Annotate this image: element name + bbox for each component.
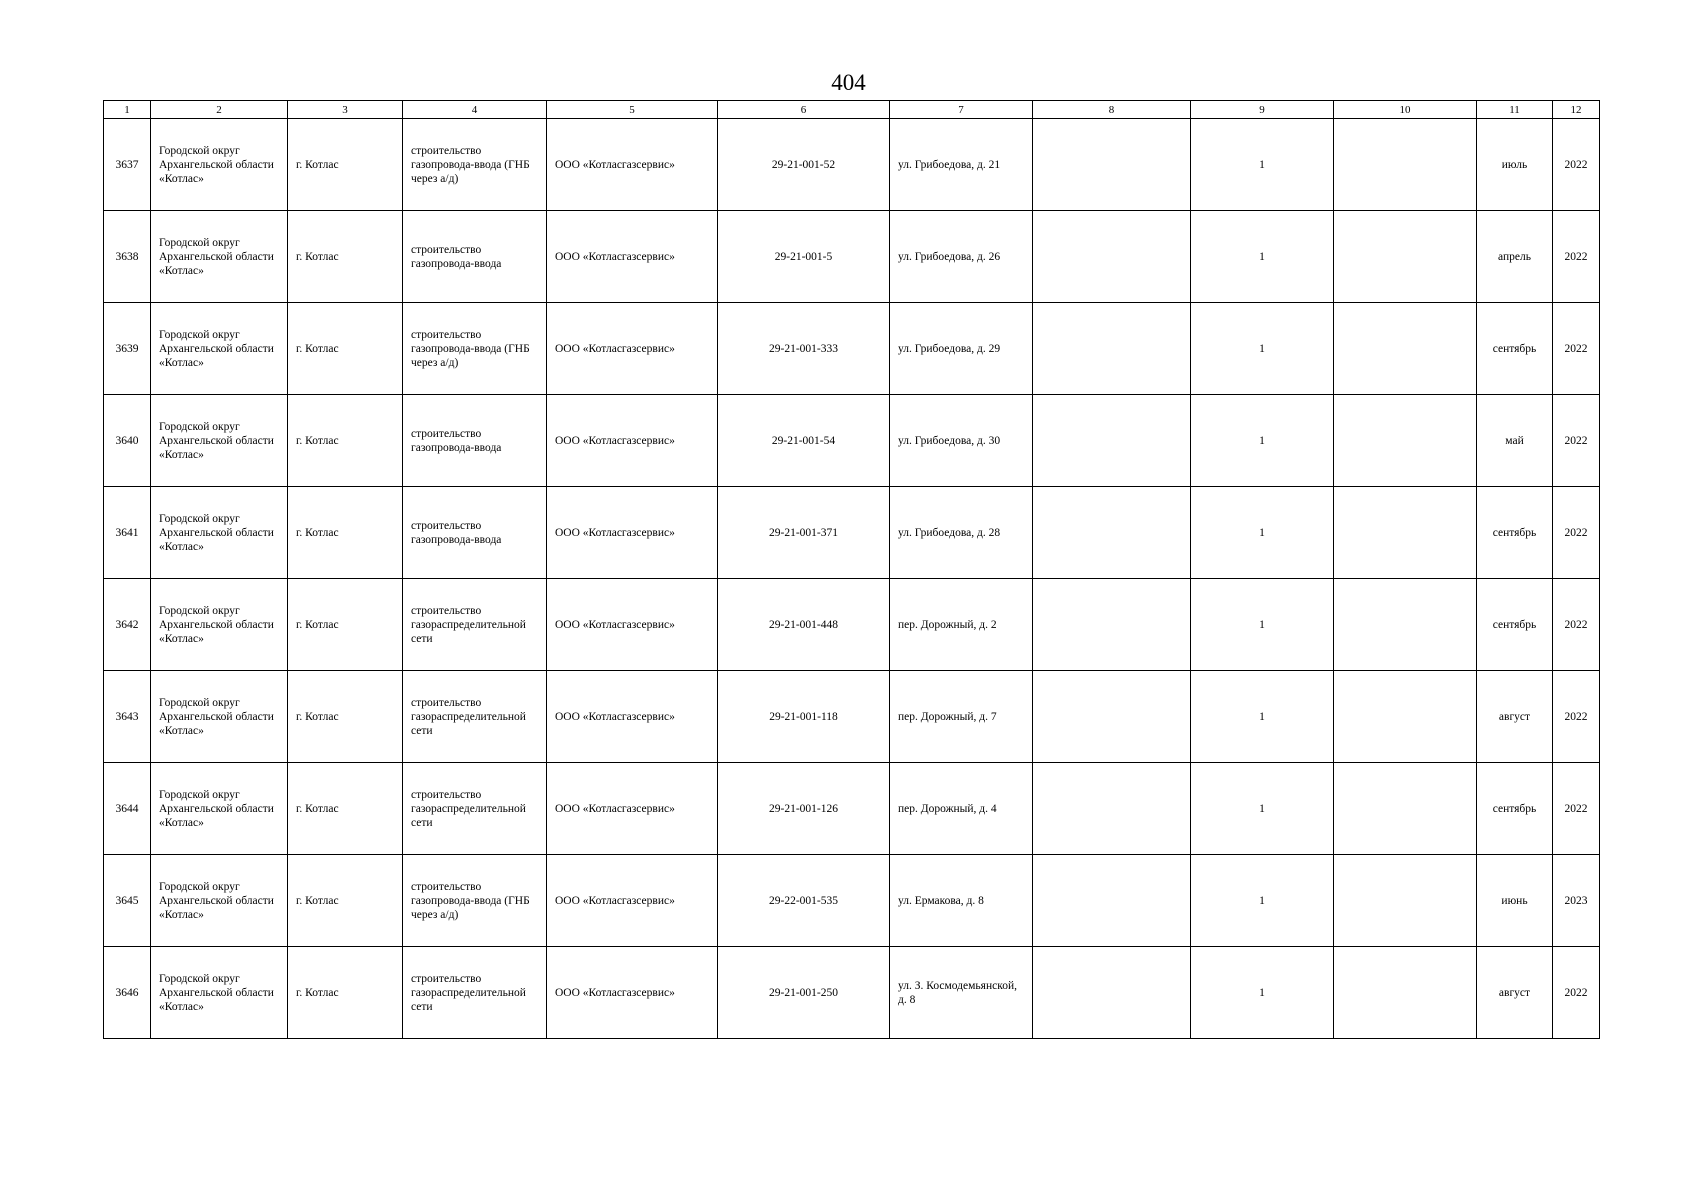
year-cell: 2022 [1553,211,1600,303]
municipality-cell: Городской округ Архангельской области «Котлас» [151,395,288,487]
column-number-12: 12 [1553,101,1600,119]
column-number-7: 7 [890,101,1033,119]
page-number: 404 [831,70,866,95]
address-cell: пер. Дорожный, д. 4 [890,763,1033,855]
year-cell: 2022 [1553,671,1600,763]
work-type-cell: строительство газораспределительной сети [403,579,547,671]
table-row [104,395,1600,487]
organization-cell: ООО «Котласгазсервис» [547,579,718,671]
register-table [103,100,1600,1039]
column-8-cell [1033,303,1191,395]
work-type-cell: строительство газопровода-ввода (ГНБ через а/д) [403,119,547,211]
work-type-cell: строительство газопровода-ввода [403,487,547,579]
table-row [104,579,1600,671]
table-header [104,101,1600,119]
year-cell: 2023 [1553,855,1600,947]
table-row [104,763,1600,855]
organization-cell: ООО «Котласгазсервис» [547,119,718,211]
year-cell: 2022 [1553,303,1600,395]
column-10-cell [1334,487,1477,579]
address-cell: пер. Дорожный, д. 7 [890,671,1033,763]
column-10-cell [1334,763,1477,855]
cadastral-number-cell: 29-21-001-371 [718,487,890,579]
quantity-cell: 1 [1191,303,1334,395]
month-cell: сентябрь [1477,763,1553,855]
settlement-cell: г. Котлас [288,303,403,395]
row-number: 3644 [104,763,151,855]
cadastral-number-cell: 29-21-001-54 [718,395,890,487]
quantity-cell: 1 [1191,211,1334,303]
column-8-cell [1033,487,1191,579]
row-number: 3645 [104,855,151,947]
column-number-9: 9 [1191,101,1334,119]
column-8-cell [1033,763,1191,855]
column-10-cell [1334,211,1477,303]
month-cell: август [1477,671,1553,763]
cadastral-number-cell: 29-21-001-448 [718,579,890,671]
table-row [104,119,1600,211]
column-number-8: 8 [1033,101,1191,119]
row-number: 3637 [104,119,151,211]
column-8-cell [1033,119,1191,211]
address-cell: ул. З. Космодемьянской, д. 8 [890,947,1033,1039]
settlement-cell: г. Котлас [288,947,403,1039]
municipality-cell: Городской округ Архангельской области «Котлас» [151,763,288,855]
column-number-6: 6 [718,101,890,119]
month-cell: август [1477,947,1553,1039]
table-row [104,855,1600,947]
cadastral-number-cell: 29-21-001-250 [718,947,890,1039]
column-number-5: 5 [547,101,718,119]
row-number: 3638 [104,211,151,303]
column-number-1: 1 [104,101,151,119]
work-type-cell: строительство газораспределительной сети [403,763,547,855]
year-cell: 2022 [1553,487,1600,579]
organization-cell: ООО «Котласгазсервис» [547,855,718,947]
quantity-cell: 1 [1191,671,1334,763]
month-cell: май [1477,395,1553,487]
organization-cell: ООО «Котласгазсервис» [547,303,718,395]
settlement-cell: г. Котлас [288,487,403,579]
column-8-cell [1033,211,1191,303]
row-number: 3643 [104,671,151,763]
cadastral-number-cell: 29-22-001-535 [718,855,890,947]
settlement-cell: г. Котлас [288,579,403,671]
year-cell: 2022 [1553,119,1600,211]
table-row [104,671,1600,763]
cadastral-number-cell: 29-21-001-52 [718,119,890,211]
organization-cell: ООО «Котласгазсервис» [547,395,718,487]
column-8-cell [1033,855,1191,947]
municipality-cell: Городской округ Архангельской области «Котлас» [151,303,288,395]
address-cell: ул. Грибоедова, д. 30 [890,395,1033,487]
organization-cell: ООО «Котласгазсервис» [547,671,718,763]
organization-cell: ООО «Котласгазсервис» [547,487,718,579]
column-10-cell [1334,579,1477,671]
organization-cell: ООО «Котласгазсервис» [547,211,718,303]
column-number-row [104,101,1600,119]
year-cell: 2022 [1553,763,1600,855]
row-number: 3641 [104,487,151,579]
address-cell: ул. Грибоедова, д. 28 [890,487,1033,579]
column-10-cell [1334,855,1477,947]
year-cell: 2022 [1553,579,1600,671]
column-10-cell [1334,303,1477,395]
organization-cell: ООО «Котласгазсервис» [547,947,718,1039]
municipality-cell: Городской округ Архангельской области «Котлас» [151,855,288,947]
column-number-10: 10 [1334,101,1477,119]
address-cell: ул. Ермакова, д. 8 [890,855,1033,947]
work-type-cell: строительство газопровода-ввода (ГНБ через а/д) [403,303,547,395]
row-number: 3640 [104,395,151,487]
month-cell: июнь [1477,855,1553,947]
row-number: 3639 [104,303,151,395]
column-number-2: 2 [151,101,288,119]
quantity-cell: 1 [1191,119,1334,211]
column-8-cell [1033,671,1191,763]
column-10-cell [1334,395,1477,487]
cadastral-number-cell: 29-21-001-118 [718,671,890,763]
column-number-3: 3 [288,101,403,119]
municipality-cell: Городской округ Архангельской области «Котлас» [151,947,288,1039]
quantity-cell: 1 [1191,487,1334,579]
table-body [104,119,1600,1039]
address-cell: пер. Дорожный, д. 2 [890,579,1033,671]
municipality-cell: Городской округ Архангельской области «Котлас» [151,119,288,211]
column-10-cell [1334,671,1477,763]
month-cell: июль [1477,119,1553,211]
work-type-cell: строительство газопровода-ввода [403,211,547,303]
quantity-cell: 1 [1191,579,1334,671]
quantity-cell: 1 [1191,855,1334,947]
column-8-cell [1033,579,1191,671]
column-number-4: 4 [403,101,547,119]
year-cell: 2022 [1553,947,1600,1039]
settlement-cell: г. Котлас [288,211,403,303]
settlement-cell: г. Котлас [288,671,403,763]
municipality-cell: Городской округ Архангельской области «Котлас» [151,211,288,303]
address-cell: ул. Грибоедова, д. 21 [890,119,1033,211]
settlement-cell: г. Котлас [288,395,403,487]
year-cell: 2022 [1553,395,1600,487]
cadastral-number-cell: 29-21-001-5 [718,211,890,303]
month-cell: апрель [1477,211,1553,303]
cadastral-number-cell: 29-21-001-333 [718,303,890,395]
settlement-cell: г. Котлас [288,855,403,947]
table-row [104,303,1600,395]
settlement-cell: г. Котлас [288,763,403,855]
quantity-cell: 1 [1191,395,1334,487]
month-cell: сентябрь [1477,303,1553,395]
row-number: 3642 [104,579,151,671]
column-10-cell [1334,947,1477,1039]
settlement-cell: г. Котлас [288,119,403,211]
table-row [104,487,1600,579]
cadastral-number-cell: 29-21-001-126 [718,763,890,855]
work-type-cell: строительство газораспределительной сети [403,947,547,1039]
month-cell: сентябрь [1477,487,1553,579]
quantity-cell: 1 [1191,947,1334,1039]
row-number: 3646 [104,947,151,1039]
address-cell: ул. Грибоедова, д. 29 [890,303,1033,395]
month-cell: сентябрь [1477,579,1553,671]
table-row [104,947,1600,1039]
column-10-cell [1334,119,1477,211]
organization-cell: ООО «Котласгазсервис» [547,763,718,855]
column-number-11: 11 [1477,101,1553,119]
municipality-cell: Городской округ Архангельской области «Котлас» [151,487,288,579]
work-type-cell: строительство газораспределительной сети [403,671,547,763]
column-8-cell [1033,395,1191,487]
table-row [104,211,1600,303]
address-cell: ул. Грибоедова, д. 26 [890,211,1033,303]
work-type-cell: строительство газопровода-ввода (ГНБ через а/д) [403,855,547,947]
municipality-cell: Городской округ Архангельской области «Котлас» [151,671,288,763]
municipality-cell: Городской округ Архангельской области «Котлас» [151,579,288,671]
column-8-cell [1033,947,1191,1039]
work-type-cell: строительство газопровода-ввода [403,395,547,487]
quantity-cell: 1 [1191,763,1334,855]
